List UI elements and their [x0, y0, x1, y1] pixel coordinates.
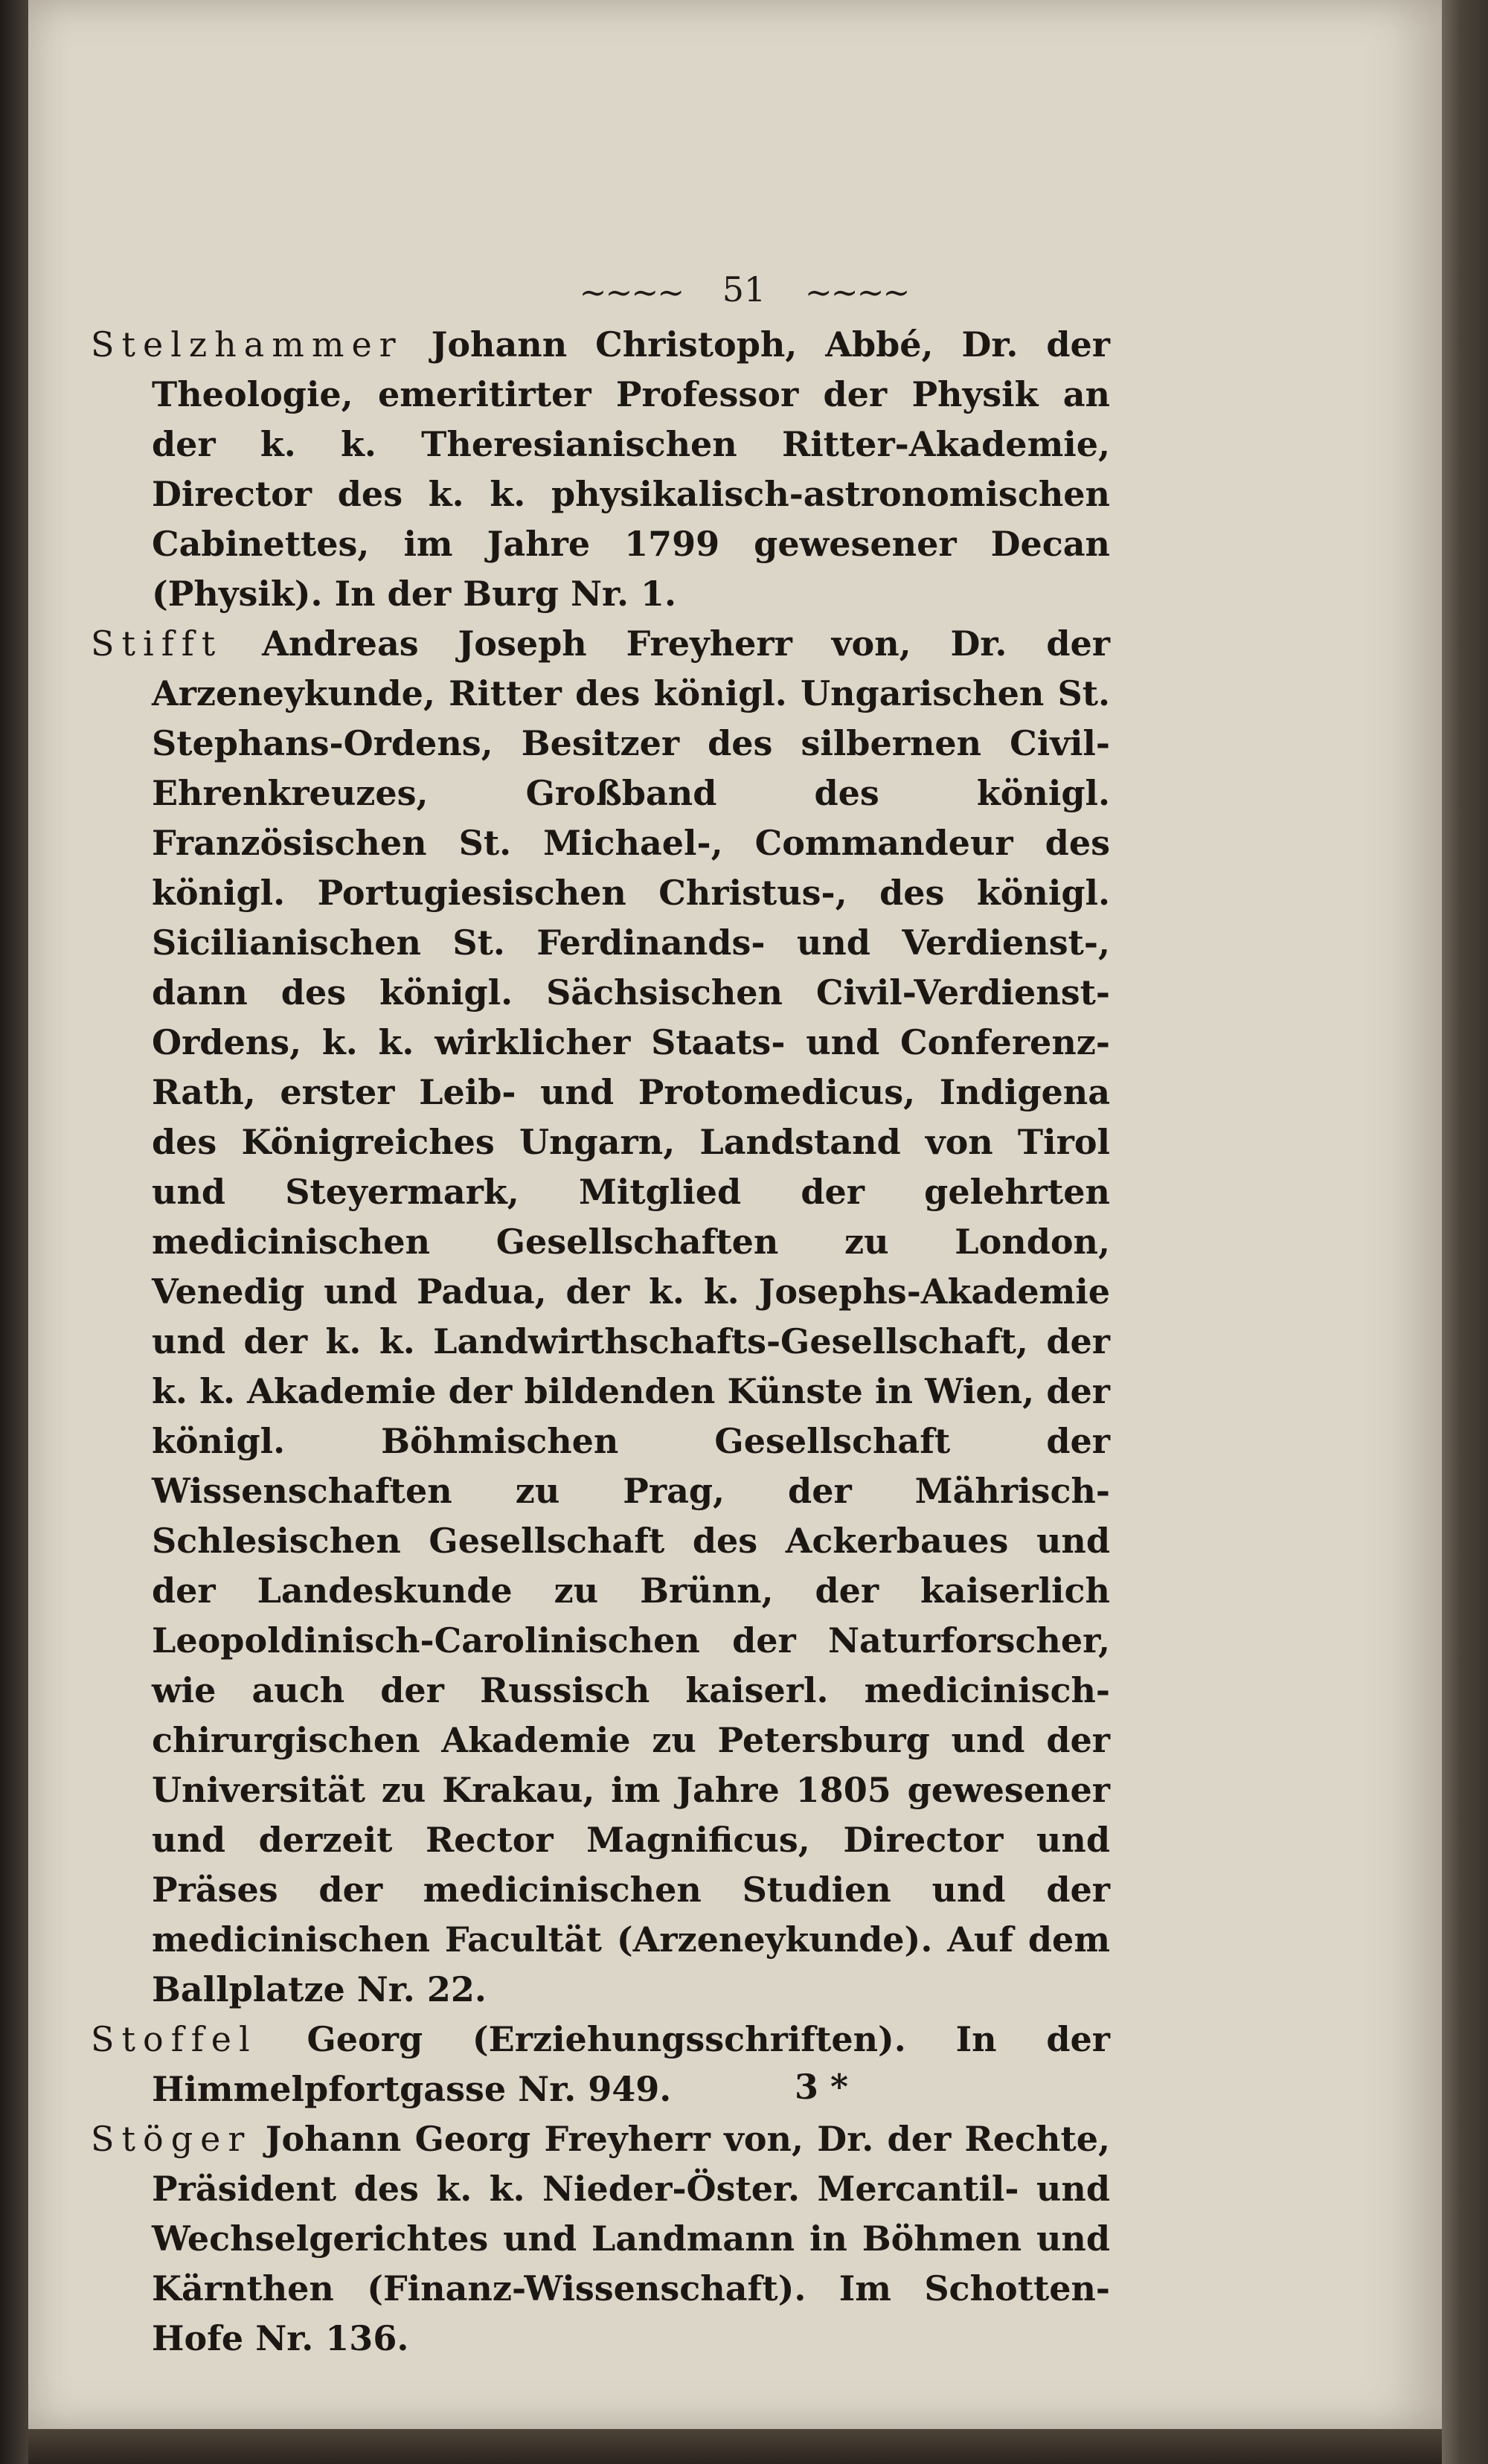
entry-text: Georg (Erziehungsschriften). In der Himmelpfortgasse Nr. 949. [152, 2019, 1111, 2109]
entry-surname: Stifft [91, 623, 223, 664]
entry-text: Johann Christoph, Abbé, Dr. der Theologie, emeritirter Professor der Physik an der k. k. Theresianischen Ritter-Akademie, Director des k. k. physikalisch-astronomischen Cabinettes, im Jahre 1799 gewesener Decan (Physik). In der Burg Nr. 1. [152, 324, 1111, 614]
book-spine-shadow [0, 0, 30, 2464]
entry-surname: Stoffel [91, 2019, 257, 2059]
entry-stifft [91, 619, 1110, 2015]
page-body [91, 320, 1110, 2364]
entry-stelzhammer [91, 320, 1110, 619]
entry-stoeger [91, 2114, 1110, 2364]
entry-surname: Stöger [91, 2119, 252, 2159]
header-ornament-right: ~~~~ [804, 273, 909, 312]
header-ornament-left: ~~~~ [579, 273, 684, 312]
page-header [0, 269, 1488, 312]
page-edges-right [1442, 0, 1488, 2464]
entry-surname: Stelzhammer [91, 324, 403, 365]
page-number: 51 [722, 269, 766, 309]
page-edges-bottom [28, 2429, 1442, 2464]
entry-stoffel [91, 2015, 1110, 2114]
signature-mark: 3 * [795, 2067, 849, 2107]
entry-text: Andreas Joseph Freyherr von, Dr. der Arzeneykunde, Ritter des königl. Ungarischen St. Stephans-Ordens, Besitzer des silbernen Civil-Ehrenkreuzes, Großband des königl. Französischen St. Michael-, Commandeur des königl. Portugiesischen Christus-, des königl. Sicilianischen St. Ferdinands- und Verdienst-, dann des königl. Sächsischen Civil-Verdienst-Ordens, k. k. wirklicher Staats- und Conferenz-Rath, erster Leib- und Protomedicus, Indigena des Königreiches Ungarn, Landstand von Tirol und Steyermark, Mitglied der gelehrten medicinischen Gesellschaften zu London, Venedig und Padua, der k. k. Josephs-Akademie und der k. k. Landwirthschafts-Gesellschaft, der k. k. Akademie der bildenden Künste in Wien, der königl. Böhmischen Gesellschaft der Wissenschaften zu Prag, der Mährisch-Schlesischen Gesellschaft des Ackerbaues und der Landeskunde zu Brünn, der kaiserlich Leopoldinisch-Carolinischen der Naturforscher, wie auch der Russisch kaiserl. medicinisch-chirurgischen Akademie zu Petersburg und der Universität zu Krakau, im Jahre 1805 gewesener und derzeit Rector Magnificus, Director und Präses der medicinischen Studien und der medicinischen Facultät (Arzeneykunde). Auf dem Ballplatze Nr. 22. [152, 623, 1111, 2009]
entry-text: Johann Georg Freyherr von, Dr. der Rechte, Präsident des k. k. Nieder-Öster. Mercantil- und Wechselgerichtes und Landmann in Böhmen und Kärnthen (Finanz-Wissenschaft). Im Schotten-Hofe Nr. 136. [152, 2119, 1111, 2358]
